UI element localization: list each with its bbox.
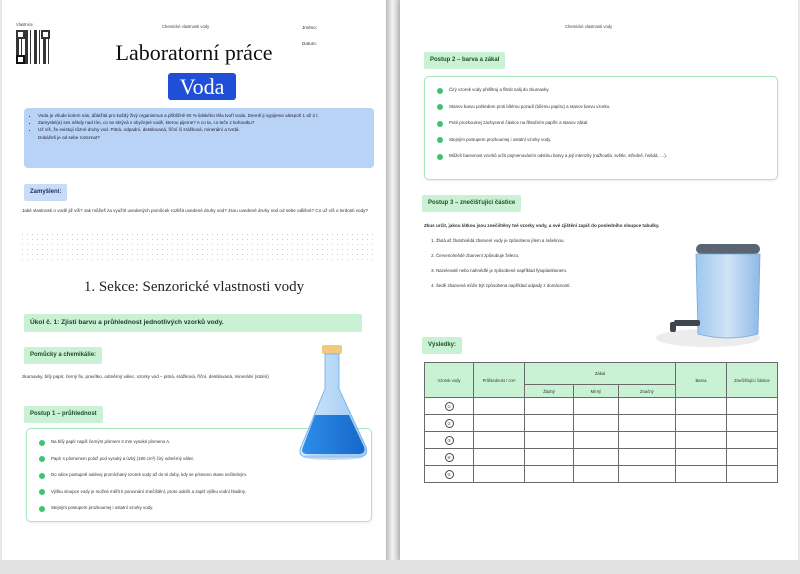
step-text: Můžeš barevnost vzorků určit pojmenováním odstínu barvy a její intenzity (nažloutlá, světle, středně, hnědá, …). <box>449 153 667 158</box>
step-bullet-icon <box>39 473 45 479</box>
viewer-bottom-bar <box>0 560 800 574</box>
table-cell[interactable] <box>727 398 778 415</box>
procedure2-step <box>437 120 767 127</box>
table-cell[interactable] <box>618 432 675 449</box>
table-row <box>425 415 778 432</box>
reflection-text: Jaké vlastnosti o vodě již víš? Jak můžeš za využití uvedených pomůcek rozlišit uvedené druhy vod? Jsou uvedené druhy vod od sebe odlišné? Co už víš o tvrdosti vody? <box>22 208 368 213</box>
table-cell[interactable] <box>727 415 778 432</box>
intro-bullet: Dokážeš je od sebe rozeznat? <box>38 134 100 140</box>
subtitle-badge: Voda <box>168 73 236 100</box>
table-cell[interactable] <box>727 449 778 466</box>
row-number: ⑤ <box>445 470 454 479</box>
row-number: ③ <box>445 436 454 445</box>
procedure3-chip: Postup 3 – znečišťující částice <box>422 195 521 212</box>
table-cell[interactable] <box>618 449 675 466</box>
procedure1-step <box>39 489 361 496</box>
tools-text: zkumavky, bílý papír, černý fix, pravítko, odměrný válec, vzorky vod – pitná, srážková, říční, destilovaná, minerální (stolní) <box>22 374 269 379</box>
left-header-title: Chemické vlastnosti vody <box>162 24 210 29</box>
procedure2-step <box>437 137 767 144</box>
date-field[interactable]: Datum: <box>302 41 317 46</box>
table-cell[interactable] <box>676 466 727 483</box>
table-cell[interactable] <box>574 398 619 415</box>
step-bullet-icon <box>39 456 45 462</box>
procedure1-step <box>39 505 361 512</box>
table-cell[interactable] <box>574 415 619 432</box>
step-bullet-icon <box>437 88 443 94</box>
table-cell[interactable] <box>525 449 574 466</box>
table-cell[interactable] <box>474 449 525 466</box>
procedure3-item: 2. Červenohnědé zbarvení způsobuje železo. <box>436 253 664 259</box>
table-cell[interactable] <box>727 466 778 483</box>
table-cell[interactable] <box>727 432 778 449</box>
procedure3-intro: Zkus určit, jakou látkou jsou znečištěny tvé vzorky vody, a své zjištění zapiš do posledního sloupce tabulky. <box>424 223 660 228</box>
table-cell[interactable] <box>474 398 525 415</box>
table-row <box>425 432 778 449</box>
right-page <box>400 0 798 560</box>
table-cell[interactable] <box>676 432 727 449</box>
procedure2-step <box>437 87 767 94</box>
book-gutter <box>386 0 400 574</box>
step-text: Čirý vzorek vody přefiltruj a filtrát nalij do zkumavky. <box>449 87 550 92</box>
subheader-mild: Mírný <box>574 385 619 398</box>
procedure3-item: 4. Šedě zbarvená může být způsobena například odpady z domácností. <box>436 283 664 289</box>
procedure2-step <box>437 153 767 160</box>
step-text: Stejným postupem prozkoumej i ostatní vzorky vody. <box>51 505 154 510</box>
row-number: ② <box>445 419 454 428</box>
step-text: Do válce postupně nalévej promíchaný vzorek vody až do té doby, kdy se písmeno stane nečitelným. <box>51 472 248 477</box>
col-header-sample: Vzorek vody <box>425 363 474 398</box>
left-page <box>2 0 386 560</box>
results-chip: Výsledky: <box>422 337 462 354</box>
step-bullet-icon <box>437 104 443 110</box>
step-text: Stanov barvu pohledem proti bílému pozadí (bílému papíru) a stanov barvu vzorku. <box>449 103 611 109</box>
step-text: Papír s písmenem polož pod vysoký a úzký (180 cm³) čirý odměrný válec. <box>51 455 195 461</box>
table-cell[interactable] <box>525 432 574 449</box>
name-field[interactable]: Jméno: <box>302 25 318 30</box>
table-cell[interactable] <box>676 398 727 415</box>
step-bullet-icon <box>39 440 45 446</box>
right-header-title: Chemické vlastnosti vody <box>565 24 613 29</box>
procedure1-chip: Postup 1 – průhlednost <box>24 406 103 423</box>
table-cell[interactable] <box>474 415 525 432</box>
table-cell[interactable] <box>676 415 727 432</box>
step-text: Na bílý papír napiš černým písmem 3 mm vysoké písmeno A. <box>51 439 171 444</box>
table-cell[interactable] <box>574 449 619 466</box>
corner-text: Vlastnice <box>16 22 33 27</box>
section-title: 1. Sekce: Senzorické vlastnosti vody <box>83 279 305 295</box>
subheader-none: Žádný <box>525 385 574 398</box>
col-header-turbidity: Zákal <box>525 363 676 385</box>
table-cell[interactable] <box>676 449 727 466</box>
step-text: Výšku sloupce vody je možné měřit k porovnání znečištění, proto odečti a zapiš výšku vodní hladiny. <box>51 488 246 494</box>
step-text: Poté prozkoumej zachycené částice na filtračním papíře a stanov zákal. <box>449 120 589 125</box>
procedure3-item: 1. Žlutá až žlutohnědá zbarvení vody je způsobeno jílem a rašelinou. <box>436 238 664 244</box>
table-cell[interactable] <box>525 415 574 432</box>
intro-bullet: • Už víš, že existují různé druhy vod. Pitná, odpadní, destilovaná, říční či srážková, minerální a tvrdá. <box>38 126 374 133</box>
intro-bullet: • Voda je všude kolem nás, důležitá pro každý živý organismus a přibližně 60 % lidského těla tvoří voda. Denně ji vypijeme alespoň 1 až 2 l. <box>38 112 374 119</box>
results-table <box>424 362 778 483</box>
procedure3-item: 3. Nazelenalé nebo nahnědlé je způsobené například fytoplanktonem. <box>436 268 664 274</box>
table-cell[interactable] <box>574 432 619 449</box>
intro-box <box>24 108 374 168</box>
intro-bullet: • Zamyslel(a) ses někdy nad tím, co se skrývá v obyčejné vodě, kterou pijeme? A co ta, co teče z kohoutku? <box>38 119 374 126</box>
col-header-particles: Znečišťující částice <box>727 363 778 398</box>
table-row <box>425 466 778 483</box>
procedure2-step <box>437 104 767 111</box>
step-bullet-icon <box>437 121 443 127</box>
procedure2-box <box>424 76 778 180</box>
table-cell[interactable] <box>525 398 574 415</box>
step-bullet-icon <box>437 137 443 143</box>
writing-area[interactable] <box>20 232 375 262</box>
flask-icon <box>296 343 374 463</box>
table-cell[interactable] <box>474 432 525 449</box>
task-heading: Úkol č. 1: Zjisti barvu a průhlednost jednotlivých vzorků vody. <box>24 314 362 332</box>
page-title: Laboratorní práce <box>115 40 273 65</box>
reflection-chip: Zamyšlení: <box>24 184 67 201</box>
procedure3-list <box>424 238 664 298</box>
table-cell[interactable] <box>525 466 574 483</box>
procedure2-chip: Postup 2 – barva a zákal <box>424 52 505 69</box>
table-cell[interactable] <box>574 466 619 483</box>
step-bullet-icon <box>437 154 443 160</box>
tools-chip: Pomůcky a chemikálie: <box>24 347 102 364</box>
procedure1-step <box>39 472 361 479</box>
table-cell[interactable] <box>474 466 525 483</box>
col-header-color: Barva <box>676 363 727 398</box>
row-number: ① <box>445 402 454 411</box>
subheader-significant: Značný <box>618 385 675 398</box>
step-bullet-icon <box>39 489 45 495</box>
table-cell[interactable] <box>618 415 675 432</box>
table-row <box>425 449 778 466</box>
step-text: Stejným postupem prozkoumej i ostatní vzorky vody. <box>449 136 552 142</box>
row-number: ④ <box>445 453 454 462</box>
water-container-icon <box>656 238 768 350</box>
table-cell[interactable] <box>618 398 675 415</box>
step-bullet-icon <box>39 506 45 512</box>
table-cell[interactable] <box>618 466 675 483</box>
col-header-transparency: Průhlednost / cm³ <box>474 363 525 398</box>
table-row <box>425 398 778 415</box>
